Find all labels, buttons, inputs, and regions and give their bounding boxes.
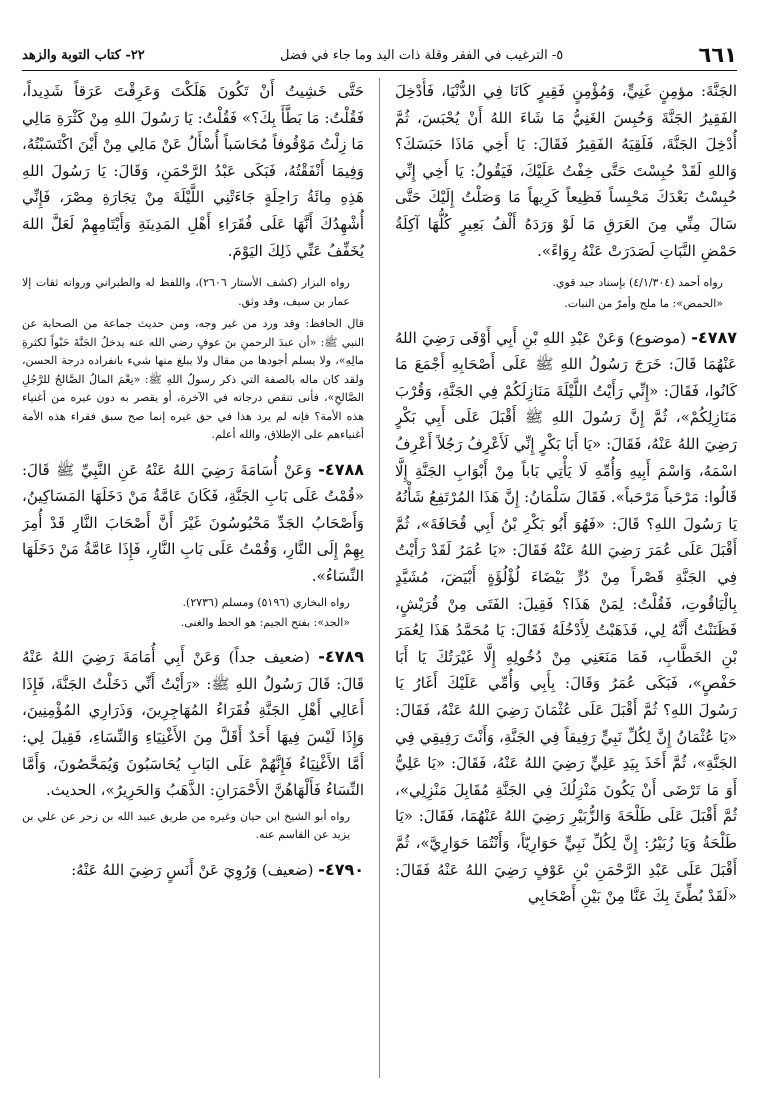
hadith-4787 (395, 325, 737, 910)
chapter-title: ٥- الترغيب في الفقر وقلة ذات اليد وما جاء في فضل (280, 47, 564, 63)
hadith-text: (موضوع) وَعَنْ عَبْدِ اللهِ بْنِ أَبِي أَوْفَى رَضِيَ اللهُ عَنْهُمَا قَالَ: خَرَجَ رَسُولُ اللهِ ﷺ عَلَى أَصْحَابِهِ أَجْمَعَ مَا كَانُوا، فَقَالَ: «إِنِّي رَأَيْتُ اللَّيْلَةَ مَنَازِلَكُمْ فِي الجَنَّةِ، وَقُرْبَ مَنَازِلِكُمْ»، ثُمَّ إِنَّ رَسُولَ اللهِ ﷺ أَقْبَلَ عَلَى أَبِي بَكْرٍ رَضِيَ اللهُ عَنْهُ، فَقَالَ: «يَا أَبَا بَكْرٍ إِنِّي لَأَعْرِفُ رَجُلاً أَعْرِفُ اسْمَهُ، وَاسْمَ أَبِيهِ وَأُمِّهِ لَا يَأْتِي بَاباً مِنْ أَبْوَابِ الجَنَّةِ إِلَّا قَالُوا: مَرْحَباً مَرْحَباً». فَقَالَ سَلْمَانُ: إِنَّ هَذَا المُرْتَفِعُ شَأْنُهُ يَا رَسُولَ اللهِ؟ قَالَ: «فَهُوَ أَبُو بَكْرِ بْنُ أَبِي قُحَافَةَ»، ثُمَّ أَقْبَلَ عَلَى عُمَرَ رَضِيَ اللهُ عَنْهُ فَقَالَ: «يَا عُمَرُ لَقَدْ رَأَيْتُ فِي الجَنَّةِ قَصْراً مِنْ دُرٍّ بَيْضَاءَ لُؤْلُؤَةٍ أَبْيَضَ، مُشَيَّدٍ بِالْيَاقُوتِ، فَقُلْتُ: لِمَنْ هَذَا؟ فَقِيلَ: الفَتَى مِنْ قُرَيْشٍ، فَظَنَنْتُ أَنَّهُ لِي، فَذَهَبْتُ لِأَدْخُلَهُ فَقَالَ: يَا مُحَمَّدُ هَذَا لِعُمَرَ بْنِ الخَطَّابِ، فَمَا مَنَعَنِي مِنْ دُخُولِهِ إِلَّا غَيْرَتُكَ يَا أَبَا حَفْصٍ»، فَبَكَى عُمَرُ وَقَالَ: بِأَبِي وَأُمِّي عَلَيْكَ أَغَارُ يَا رَسُولَ اللهِ؟ ثُمَّ أَقْبَلَ عَلَى عُثْمَانَ رَضِيَ اللهُ عَنْهُ، فَقَالَ: «يَا عُثْمَانُ إِنَّ لِكُلِّ نَبِيٍّ رَفِيقاً فِي الجَنَّةِ، وَأَنْتَ رَفِيقِي فِي الجَنَّةِ»، ثُمَّ أَخَذَ بِيَدِ عَلِيٍّ رَضِيَ اللهُ عَنْهُ، فَقَالَ: «يَا عَلِيُّ أَوَ مَا تَرْضَى أَنْ يَكُونَ مَنْزِلُكَ فِي الجَنَّةِ مُقَابِلَ مَنْزِلِي»، ثُمَّ أَقْبَلَ عَلَى طَلْحَةَ وَالزُّبَيْرِ رَضِيَ اللهُ عَنْهُمَا، فَقَالَ: «يَا طَلْحَةُ وَيَا زُبَيْرُ: إِنَّ لِكُلِّ نَبِيٍّ حَوَارِيّاً، وَأَنْتُمَا حَوَارِيَّ»، ثُمَّ أَقْبَلَ عَلَى عَبْدِ الرَّحْمَنِ بْنِ عَوْفٍ رَضِيَ اللهُ عَنْهُ فَقَالَ: «لَقَدْ بُطِّئَ بِكَ عَنَّا مِنْ بَيْنِ أَصْحَابِي (395, 328, 737, 906)
hadith-number: ٤٧٨٨- (318, 459, 364, 479)
left-column (22, 78, 364, 1088)
word-gloss: «الجد»: بفتح الجيم: هو الحظ والغنى. (180, 616, 350, 630)
hadith-4789 (22, 644, 364, 804)
hadith-source: رواه البخاري (٥١٩٦) ومسلم (٢٧٣٦). (182, 595, 350, 609)
hadith-continuation: الجَنَّةَ: مؤمِنٍ غَنِيٍّ، وَمُؤْمِنٍ فَقِيرٍ كَانَا فِي الدُّنْيَا، فَأُدْخِلَ الفَقِيرُ الجَنَّةَ وَحُبِسَ الغَنِيُّ مَا شَاءَ اللهُ أَنْ يُحْبَسَ، ثُمَّ أُدْخِلَ الجَنَّةَ، فَلَقِيَهُ الفَقِيرُ فَقَالَ: يَا أَخِي مَاذَا حَبَسَكَ؟ وَاللهِ لَقَدْ حُبِسْتَ حَتَّى خِفْتُ عَلَيْكَ، فَيَقُولُ: يَا أَخِي إِنِّي حُبِسْتُ بَعْدَكَ مَحْبِساً فَظِيعاً كَرِيهاً مَا وَصَلْتُ إِلَيْكَ حَتَّى سَالَ مِنِّي مِنَ العَرَقِ مَا لَوْ وَرَدَهُ أَلْفُ بَعِيرٍ كُلُّهَا آكِلَةُ حَمْضِ النَّبَاتِ لَصَدَرَتْ عَنْهُ رِوَاءً». (395, 82, 737, 260)
word-gloss: «الحمض»: ما ملح وأمرّ من النبات. (564, 296, 723, 310)
hadith-4790 (22, 857, 364, 884)
book-title: ٢٢- كتاب التوبة والزهد (22, 47, 145, 63)
hadith-source: رواه البزار (كشف الأستار ٢٦٠٦)، واللفظ له والطبراني ورواته ثقات إلا عمار بن سيف، وقد وثق. (22, 276, 350, 308)
hadith-number: ٤٧٩٠- (318, 859, 364, 879)
hadith-number: ٤٧٨٧- (691, 327, 737, 347)
hadith-text: وَعَنْ أُسَامَةَ رَضِيَ اللهُ عَنْهُ عَنِ النَّبِيِّ ﷺ قَالَ: «قُمْتُ عَلَى بَابِ الجَنَّةِ، فَكَانَ عَامَّةُ مَنْ دَخَلَهَا المَسَاكِينُ، وَأَصْحَابُ الجَدِّ مَحْبُوسُونَ غَيْرَ أَنَّ أَصْحَابَ النَّارِ قَدْ أُمِرَ بِهِمْ إِلَى النَّارِ، وَقُمْتُ عَلَى بَابِ النَّارِ، فَإِذَا عَامَّةُ مَنْ دَخَلَهَا النِّسَاءُ». (22, 460, 364, 586)
hadith-text: (ضعيف) وَرُوِيَ عَنْ أَنَسٍ رَضِيَ اللهُ عَنْهُ: (71, 860, 314, 879)
hafiz-commentary: قال الحافظ: وقد ورد من غير وجه، ومن حديث جماعة من الصحابة عن النبي ﷺ: «أن عبدَ الرحمنِ بنَ عوفٍ رضي الله عنه يدخلُ الجَنَّةَ حَبْواً لكثرةِ مالِهِ»، ولا يسلم أجودها من مقال ولا يبلغ منها شيء بانفراده درجة الحسن، ولقد كان ماله بالصفة التي ذكر رسولُ اللهِ ﷺ: «نِعْمَ المالُ الصَّالحُ للرَّجُلِ الصَّالحِ»، فأنى تنقص درجاته في الآخرة، أو يقصر به دون غيره من أغنياء هذه الأمة؟ فإنه لم يرد هذا في حق غيره إنما صح سبق فقراء هذه الأمة أغنياءهم على الإطلاق، والله أعلم. (22, 317, 364, 442)
column-divider (379, 78, 380, 1078)
page-number: ٦٦١ (698, 43, 737, 67)
hadith-number: ٤٧٨٩- (318, 647, 364, 667)
hadith-continuation: حَتَّى خَشِيتُ أَنْ تَكُونَ هَلَكْتَ وَعَرِقْتَ عَرَقاً شَدِيداً، فَقُلْتُ: مَا بَطَّأَ بِكَ؟» فَقُلْتُ: يَا رَسُولَ اللهِ مِنْ كَثْرَةِ مَالِي مَا زِلْتُ مَوْقُوفاً مُحَاسَباً أُسْأَلُ عَنْ مَالِي مِنْ أَيْنَ اكْتَسَبْتُهُ، وَفِيمَا أَنْفَقْتُهُ، فَبَكَى عَبْدُ الرَّحْمَنِ، وَقَالَ: يَا رَسُولَ اللهِ هَذِهِ مِائَةُ رَاحِلَةٍ جَاءَتْنِي اللَّيْلَةَ مِنْ تِجَارَةِ مِصْرَ، فَإِنِّي أُشْهِدُكَ أَنَّهَا عَلَى فُقَرَاءِ أَهْلِ المَدِينَةِ وَأَيْتَامِهِمْ لَعَلَّ اللهَ يُخَفِّفُ عَنِّي ذَلِكَ اليَوْمَ. (22, 82, 364, 260)
hadith-source: رواه أحمد (٤/١/٣٠٤) بإسناد جيد قوي. (552, 276, 723, 290)
right-column (395, 78, 737, 1088)
page-header (22, 40, 737, 71)
hadith-4788 (22, 457, 364, 590)
hadith-source: رواه أبو الشيخ ابن حيان وغيره من طريق عبيد الله بن زحر عن علي بن يزيد عن القاسم عنه. (22, 809, 350, 842)
hadith-text: (ضعيف جداً) وَعَنْ أَبِي أُمَامَةَ رَضِيَ اللهُ عَنْهُ قَالَ: قَالَ رَسُولُ اللهِ ﷺ: «رَأَيْتُ أَنِّي دَخَلْتُ الجَنَّةَ، فَإِذَا أَعَالِي أَهْلِ الجَنَّةِ فُقَرَاءُ المُهَاجِرِينَ، وَذَرَارِي المُؤْمِنِينَ، وَإِذَا لَيْسَ فِيهَا أَحَدٌ أَقَلَّ مِنَ الأَغْنِيَاءِ وَالنِّسَاءِ، فَقِيلَ لِي: أَمَّا الأَغْنِيَاءُ فَإِنَّهُمْ عَلَى البَابِ يُحَاسَبُونَ وَيُمَحَّصُونَ، وَأَمَّا النِّسَاءُ فَأَلْهَاهُنَّ الأَحْمَرَانِ: الذَّهَبُ وَالحَرِيرُ»، الحديث. (22, 648, 364, 800)
